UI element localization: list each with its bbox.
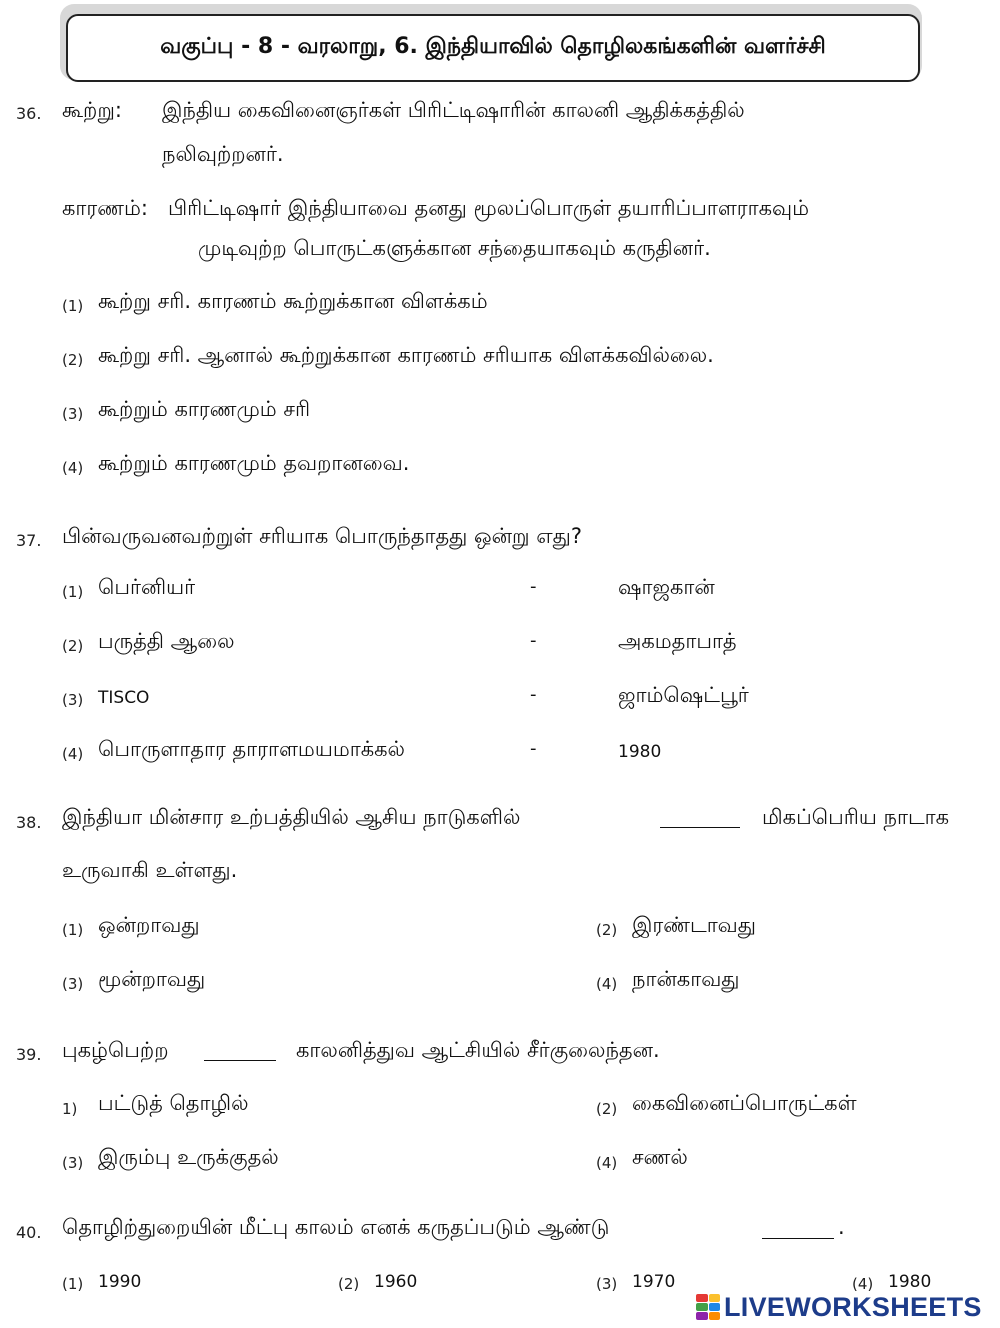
question-number: 37. — [16, 531, 42, 550]
option-label: (4) — [62, 745, 84, 763]
question-text-end: காலனித்துவ ஆட்சியில் சீர்குலைந்தன. — [296, 1038, 660, 1062]
option-label: (2) — [338, 1275, 360, 1293]
question-text-end: . — [838, 1215, 845, 1239]
page-title: வகுப்பு - 8 - வரலாறு, 6. இந்தியாவில் தொழிலகங்களின் வளர்ச்சி — [66, 14, 920, 82]
option-text[interactable]: கூற்று சரி. காரணம் கூற்றுக்கான விளக்கம் — [98, 289, 488, 313]
statement-label: கூற்று: — [62, 98, 122, 122]
question-text: தொழிற்துறையின் மீட்பு காலம் எனக் கருதப்படும் ஆண்டு — [62, 1215, 610, 1239]
option-label: (3) — [62, 975, 84, 993]
statement-line-2: நலிவுற்றனர். — [162, 142, 284, 166]
option-text[interactable]: 1990 — [98, 1272, 142, 1292]
match-right: 1980 — [618, 742, 662, 762]
option-text[interactable]: நான்காவது — [632, 967, 740, 991]
question-number: 39. — [16, 1045, 42, 1064]
match-left[interactable]: பொருளாதார தாராளமயமாக்கல் — [98, 737, 405, 761]
liveworksheets-logo-icon — [696, 1294, 720, 1320]
reason-label: காரணம்: — [62, 196, 148, 220]
reason-line-2: முடிவுற்ற பொருட்களுக்கான சந்தையாகவும் கருதினர். — [198, 236, 711, 260]
question-text-start: புகழ்பெற்ற — [62, 1038, 169, 1062]
option-label: (2) — [596, 921, 618, 939]
option-label: (2) — [596, 1100, 618, 1118]
liveworksheets-logo — [696, 1290, 982, 1324]
statement-line-1: இந்திய கைவினைஞர்கள் பிரிட்டிஷாரின் காலனி ஆதிக்கத்தில் — [162, 98, 745, 122]
option-text[interactable]: மூன்றாவது — [98, 967, 206, 991]
reason-line-1: பிரிட்டிஷார் இந்தியாவை தனது மூலப்பொருள் தயாரிப்பாளராகவும் — [168, 196, 810, 220]
option-label: 1) — [62, 1100, 78, 1118]
match-right: ஜாம்ஷெட்பூர் — [618, 683, 749, 707]
option-label: (3) — [596, 1275, 618, 1293]
option-label: (1) — [62, 583, 84, 601]
option-text[interactable]: கூற்றும் காரணமும் சரி — [98, 397, 311, 421]
match-left[interactable]: பருத்தி ஆலை — [98, 629, 235, 653]
question-number: 36. — [16, 104, 42, 123]
question-text-line-2: உருவாகி உள்ளது. — [62, 858, 238, 882]
option-text[interactable]: கூற்று சரி. ஆனால் கூற்றுக்கான காரணம் சரியாக விளக்கவில்லை. — [98, 343, 714, 367]
option-label: (3) — [62, 691, 84, 709]
question-number: 40. — [16, 1223, 42, 1242]
match-left[interactable]: பெர்னியர் — [98, 575, 196, 599]
liveworksheets-logo-text: LIVEWORKSHEETS — [724, 1291, 982, 1322]
match-left[interactable]: TISCO — [98, 688, 150, 708]
question-text: பின்வருவனவற்றுள் சரியாக பொருந்தாதது ஒன்று எது? — [62, 524, 582, 548]
option-text[interactable]: இரும்பு உருக்குதல் — [98, 1145, 279, 1169]
option-label: (3) — [62, 405, 84, 423]
match-right: அகமதாபாத் — [618, 629, 737, 653]
match-dash: - — [530, 630, 537, 651]
match-dash: - — [530, 684, 537, 705]
option-label: (4) — [852, 1275, 874, 1293]
option-label: (1) — [62, 1275, 84, 1293]
question-text-start: இந்தியா மின்சார உற்பத்தியில் ஆசிய நாடுகளில் — [62, 805, 521, 829]
answer-blank[interactable] — [762, 1220, 834, 1239]
option-label: (4) — [596, 1154, 618, 1172]
option-label: (4) — [596, 975, 618, 993]
option-text[interactable]: சணல் — [632, 1145, 688, 1169]
option-text[interactable]: கைவினைப்பொருட்கள் — [632, 1091, 857, 1115]
option-text[interactable]: 1980 — [888, 1272, 932, 1292]
option-label: (2) — [62, 351, 84, 369]
option-label: (4) — [62, 459, 84, 477]
option-label: (1) — [62, 297, 84, 315]
option-text[interactable]: பட்டுத் தொழில் — [98, 1091, 249, 1115]
question-text-end: மிகப்பெரிய நாடாக — [762, 805, 950, 829]
question-number: 38. — [16, 813, 42, 832]
option-text[interactable]: 1960 — [374, 1272, 418, 1292]
option-text[interactable]: கூற்றும் காரணமும் தவறானவை. — [98, 451, 410, 475]
option-text[interactable]: இரண்டாவது — [632, 913, 756, 937]
option-label: (3) — [62, 1154, 84, 1172]
option-text[interactable]: 1970 — [632, 1272, 676, 1292]
option-label: (1) — [62, 921, 84, 939]
match-dash: - — [530, 576, 537, 597]
answer-blank[interactable] — [660, 809, 740, 828]
match-dash: - — [530, 738, 537, 759]
option-label: (2) — [62, 637, 84, 655]
match-right: ஷாஜகான் — [618, 575, 715, 599]
answer-blank[interactable] — [204, 1042, 276, 1061]
option-text[interactable]: ஒன்றாவது — [98, 913, 200, 937]
